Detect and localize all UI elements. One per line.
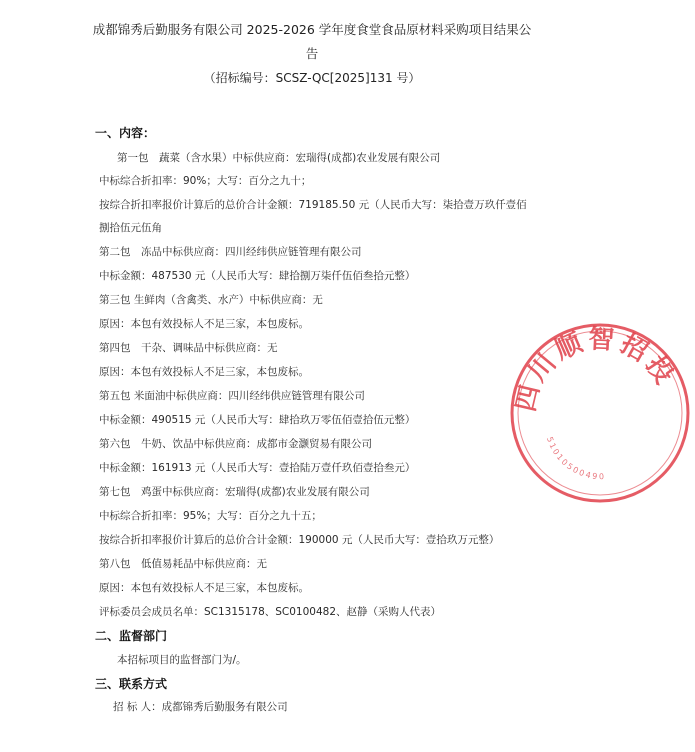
package-7-total: 按综合折扣率报价计算后的总价合计金额：190000 元（人民币大写：壹拾玖万元整） (99, 534, 500, 546)
bid-number: （招标编号：SCSZ-QC[2025]131 号） (203, 71, 421, 85)
package-8-supplier: 第八包 低值易耗品中标供应商：无 (99, 558, 267, 570)
svg-text:51010500490 (545, 436, 606, 482)
package-7-discount: 中标综合折扣率：95%；大写：百分之九十五； (99, 510, 322, 522)
package-6-amount: 中标金额：161913 元（人民币大写：壹拾陆万壹仟玖佰壹拾叁元） (99, 462, 416, 474)
title-line-1: 成都锦秀后勤服务有限公司 2025-2026 学年度食堂食品原材料采购项目结果公 (92, 22, 532, 37)
package-2-supplier: 第二包 冻品中标供应商：四川经纬供应链管理有限公司 (99, 246, 362, 258)
package-1-total: 按综合折扣率报价计算后的总价合计金额：719185.50 元（人民币大写：柒拾壹万玖仟壹佰 (99, 199, 527, 211)
package-3-supplier: 第三包 生鲜肉（含禽类、水产）中标供应商：无 (99, 294, 323, 306)
title-line-2: 告 (305, 46, 319, 61)
stamp-code: 51010500490 (544, 435, 607, 482)
seal-stamp-icon (505, 318, 695, 508)
package-8-reason: 原因：本包有效投标人不足三家，本包废标。 (99, 582, 309, 594)
section-contact-heading: 三、联系方式 (95, 677, 168, 691)
section-supervision-heading: 二、监督部门 (95, 629, 168, 643)
package-1-discount: 中标综合折扣率：90%；大写：百分之九十； (99, 175, 312, 187)
supervision-text: 本招标项目的监督部门为/。 (117, 654, 247, 666)
package-5-amount: 中标金额：490515 元（人民币大写：肆拾玖万零伍佰壹拾伍元整） (99, 414, 416, 426)
section-content-heading: 一、内容： (95, 126, 156, 140)
package-1-supplier: 第一包 蔬菜（含水果）中标供应商：宏瑞得(成都)农业发展有限公司 (117, 152, 441, 164)
svg-text:四川顺智招投 (511, 323, 682, 414)
tenderer-line: 招 标 人：成都锦秀后勤服务有限公司 (113, 701, 288, 713)
committee-members: 评标委员会成员名单：SC1315178、SC0100482、赵静（采购人代表） (99, 606, 442, 618)
package-3-reason: 原因：本包有效投标人不足三家，本包废标。 (99, 318, 309, 330)
package-2-amount: 中标金额：487530 元（人民币大写：肆拾捌万柒仟伍佰叁拾元整） (99, 270, 416, 282)
package-1-total-cont: 捌拾伍元伍角 (99, 222, 162, 234)
package-7-supplier: 第七包 鸡蛋中标供应商：宏瑞得(成都)农业发展有限公司 (99, 486, 370, 498)
package-4-reason: 原因：本包有效投标人不足三家，本包废标。 (99, 366, 309, 378)
stamp-text: 四川顺智招投 (510, 324, 682, 415)
package-4-supplier: 第四包 干杂、调味品中标供应商：无 (99, 342, 278, 354)
package-5-supplier: 第五包 米面油中标供应商：四川经纬供应链管理有限公司 (99, 390, 365, 402)
package-6-supplier: 第六包 牛奶、饮品中标供应商：成都市金灏贸易有限公司 (99, 438, 372, 450)
